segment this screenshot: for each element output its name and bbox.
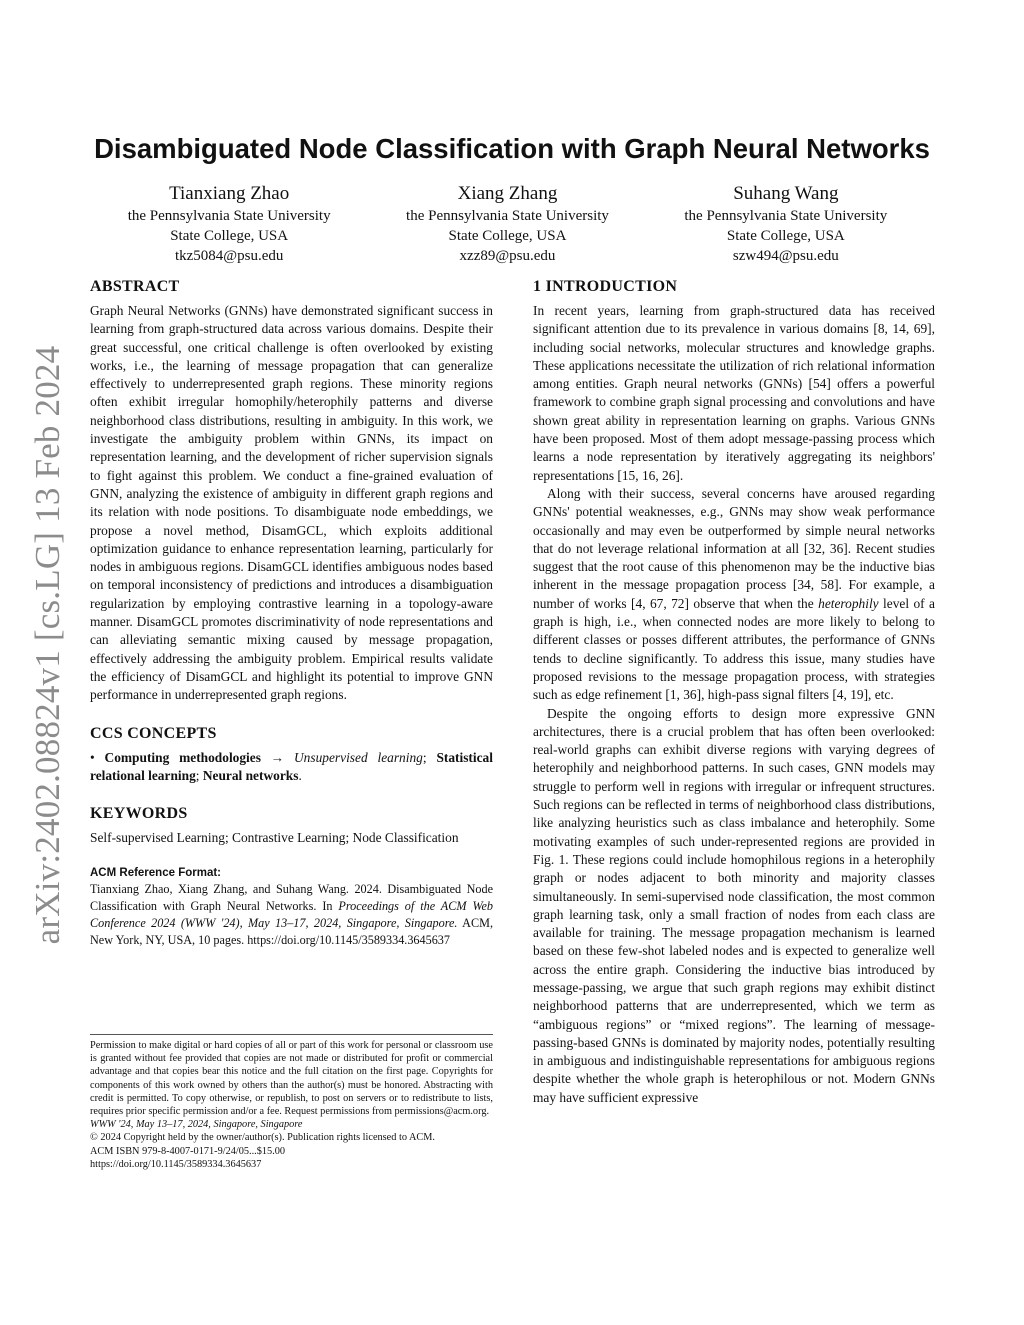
author-email: tkz5084@psu.edu	[174, 248, 284, 264]
author-location: State College, USA	[726, 228, 845, 244]
paper-title: Disambiguated Node Classification with Graph Neural Networks	[94, 133, 930, 164]
ccs-end: .	[298, 767, 302, 783]
isbn-line: ACM ISBN 979-8-4007-0171-9/24/05...$15.00	[90, 1145, 286, 1157]
arxiv-identifier: arXiv:2402.08824v1 [cs.LG] 13 Feb 2024	[28, 345, 67, 945]
copyright-footnote	[90, 1034, 493, 1171]
introduction-heading: 1 INTRODUCTION	[533, 278, 678, 295]
intro-paragraph-1: In recent years, learning from graph-structured data has received significant attention due to its prevalence in various domains [8, 14, 69], including social networks, molecular structures and knowledge graphs. These applications necessitate the utilization of rich relational information among entities. Graph neural networks (GNNs) [54] offers a powerful framework to combine graph signal processing and convolutions and have shown great ability in representation learning on graphs. Various GNNs have been proposed. Most of them adopt message-passing process which learns a node representation by iteratively aggregating its neighbors' representations [15, 16, 26].	[533, 303, 935, 483]
author-location: State College, USA	[448, 228, 567, 244]
left-column	[90, 278, 493, 949]
intro-paragraph-3: Despite the ongoing efforts to design more expressive GNN architectures, there is a crucial problem that has often been overlooked: real-world graphs can exhibit diverse regions with varying degrees of heterophily and neighborhood patterns. In such cases, GNN models may struggle to perform well in regions with irregular or infrequent structures. Such regions can be reflected in terms of neighborhood class distributions, like analyzing heuristics such as class imbalance and heterophily. Some motivating examples of such under-represented regions are provided in Fig. 1. These regions could include homophilous regions in a heterophily graph or nodes adjacent to both minority and majority classes simultaneously. In semi-supervised node classification, the most common graph learning task, only a small fraction of nodes from each class are available for training. The message propagation mechanism is learned based on these few-shot labeled nodes and is expected to generalize well across the entire graph. Considering the inductive bias introduced by message-passing, we argue that such graph regions may exhibit distinct neighborhood patterns that are underrepresented, which we term as “ambiguous regions” or “mixed regions”. The learning of message-passing-based GNNs is dominated by majority nodes, potentially resulting in ambiguous and indistinguishable representations for ambiguous regions despite whether the whole graph is heterophilous or not. Modern GNNs may have sufficient expressive	[533, 705, 935, 1105]
acm-reference-publisher: ACM, New York, NY, USA, 10 pages. https://doi.org/10.1145/3589334.3645637	[90, 916, 493, 948]
author-name: Tianxiang Zhao	[169, 183, 290, 204]
ccs-separator: ;	[422, 749, 437, 765]
conference-line: WWW '24, May 13–17, 2024, Singapore, Singapore	[90, 1119, 303, 1131]
intro-paragraph-2	[533, 485, 935, 705]
right-column	[533, 278, 935, 1107]
permission-notice: Permission to make digital or hard copies of all or part of this work for personal or classroom use is granted without fee provided that copies are not made or distributed for profit or commercial advantage and that copies bear this notice and the full citation on the first page. Copyrights for components of this work owned by others than the author(s) must be honored. Abstracting with credit is permitted. To copy otherwise, or republish, to post on servers or to redistribute to lists, requires prior specific permission and/or a fee. Request permissions from permissions@acm.org.	[90, 1040, 493, 1118]
author-affiliation: the Pennsylvania State University	[684, 208, 888, 224]
author-2	[368, 182, 646, 266]
abstract-text: Graph Neural Networks (GNNs) have demonstrated significant success in learning from graph-structured data across various domains. Despite their great successful, one critical challenge is often overlooked by existing works, i.e., the learning of message propagation that can generalize effectively to underrepresented graph regions. These minority regions often exhibit irregular homophily/heterophily patterns and diverse neighborhood class distributions, resulting in ambiguity. In this work, we investigate the ambiguity problem within GNNs, its impact on representation learning, and the development of richer supervision signals to fight against this problem. We conduct a fine-grained evaluation of GNN, analyzing the existence of ambiguity in different graph regions and its relation with node positions. To disambiguate node embeddings, we propose a novel method, DisamGCL, which exploits additional optimization guidance to enhance representation learning, particularly for nodes in ambiguous regions. DisamGCL identifies ambiguous nodes based on temporal inconsistency of predictions and introduces a disambiguation regularization by employing contrastive learning in a topology-aware manner. DisamGCL promotes discriminativity of node representations and can alleviating semantic mixing caused by message propagation, effectively addressing the ambiguity problem. Empirical results validate the efficiency of DisamGCL and highlight its potential to improve GNN performance in underrepresented graph regions.	[90, 303, 493, 703]
acm-reference-heading: ACM Reference Format:	[90, 867, 221, 880]
ccs-arrow: →	[260, 749, 295, 765]
author-email: xzz89@psu.edu	[459, 248, 556, 264]
author-1	[90, 182, 368, 266]
keywords-text: Self-supervised Learning; Contrastive Learning; Node Classification	[90, 830, 459, 846]
ccs-term: Statistical relational learning	[90, 749, 493, 783]
author-location: State College, USA	[170, 228, 289, 244]
ccs-term: Neural networks	[202, 767, 299, 783]
author-affiliation: the Pennsylvania State University	[406, 208, 609, 224]
doi-link[interactable]: https://doi.org/10.1145/3589334.3645637	[90, 1158, 262, 1170]
ccs-bullet: •	[90, 749, 105, 765]
ccs-separator: ;	[195, 767, 203, 783]
acm-reference-authors: Tianxiang Zhao, Xiang Zhang, and Suhang Wang. 2024. Disambiguated Node Classification with Graph Neural Networks. In	[90, 882, 493, 914]
abstract-heading: ABSTRACT	[90, 278, 180, 295]
copyright-line: © 2024 Copyright held by the owner/author(s). Publication rights licensed to ACM.	[90, 1132, 436, 1144]
author-name: Suhang Wang	[733, 183, 839, 204]
intro-paragraph-2a: Along with their success, several concerns have aroused regarding GNNs' potential weaknesses, e.g., GNNs may show weak performance occasionally and may even be outperformed by simple neural networks that do not leverage relational information at all [32, 36]. Recent studies suggest that the root cause of this phenomenon may be the inductive bias inherent in the message propagation process [34, 58]. For example, a number of works [4, 67, 72] observe that when the	[533, 485, 935, 611]
author-3	[647, 182, 925, 266]
author-affiliation: the Pennsylvania State University	[127, 208, 331, 224]
ccs-term: Computing methodologies	[104, 749, 261, 765]
ccs-concepts	[90, 749, 493, 786]
acm-reference-text	[90, 881, 493, 949]
author-name: Xiang Zhang	[457, 183, 558, 204]
ccs-heading: CCS CONCEPTS	[90, 724, 217, 742]
intro-emphasis: heterophily	[818, 595, 879, 611]
intro-paragraph-2b: level of a graph is high, i.e., when connected nodes are more likely to belong to different classes or posses different attributes, the performance of GNNs tends to decline significantly. To address this issue, many studies have proposed revisions to the message propagation process, with strategies such as edge refinement [1, 36], high-pass signal filters [4, 19], etc.	[533, 595, 935, 703]
author-block	[90, 182, 925, 266]
arxiv-sidebar	[18, 345, 78, 945]
acm-reference-venue: Proceedings of the ACM Web Conference 2024 (WWW '24), May 13–17, 2024, Singapore, Singapore.	[90, 899, 493, 931]
ccs-term: Unsupervised learning	[294, 749, 423, 765]
keywords-heading: KEYWORDS	[90, 805, 188, 823]
author-email: szw494@psu.edu	[732, 248, 839, 264]
